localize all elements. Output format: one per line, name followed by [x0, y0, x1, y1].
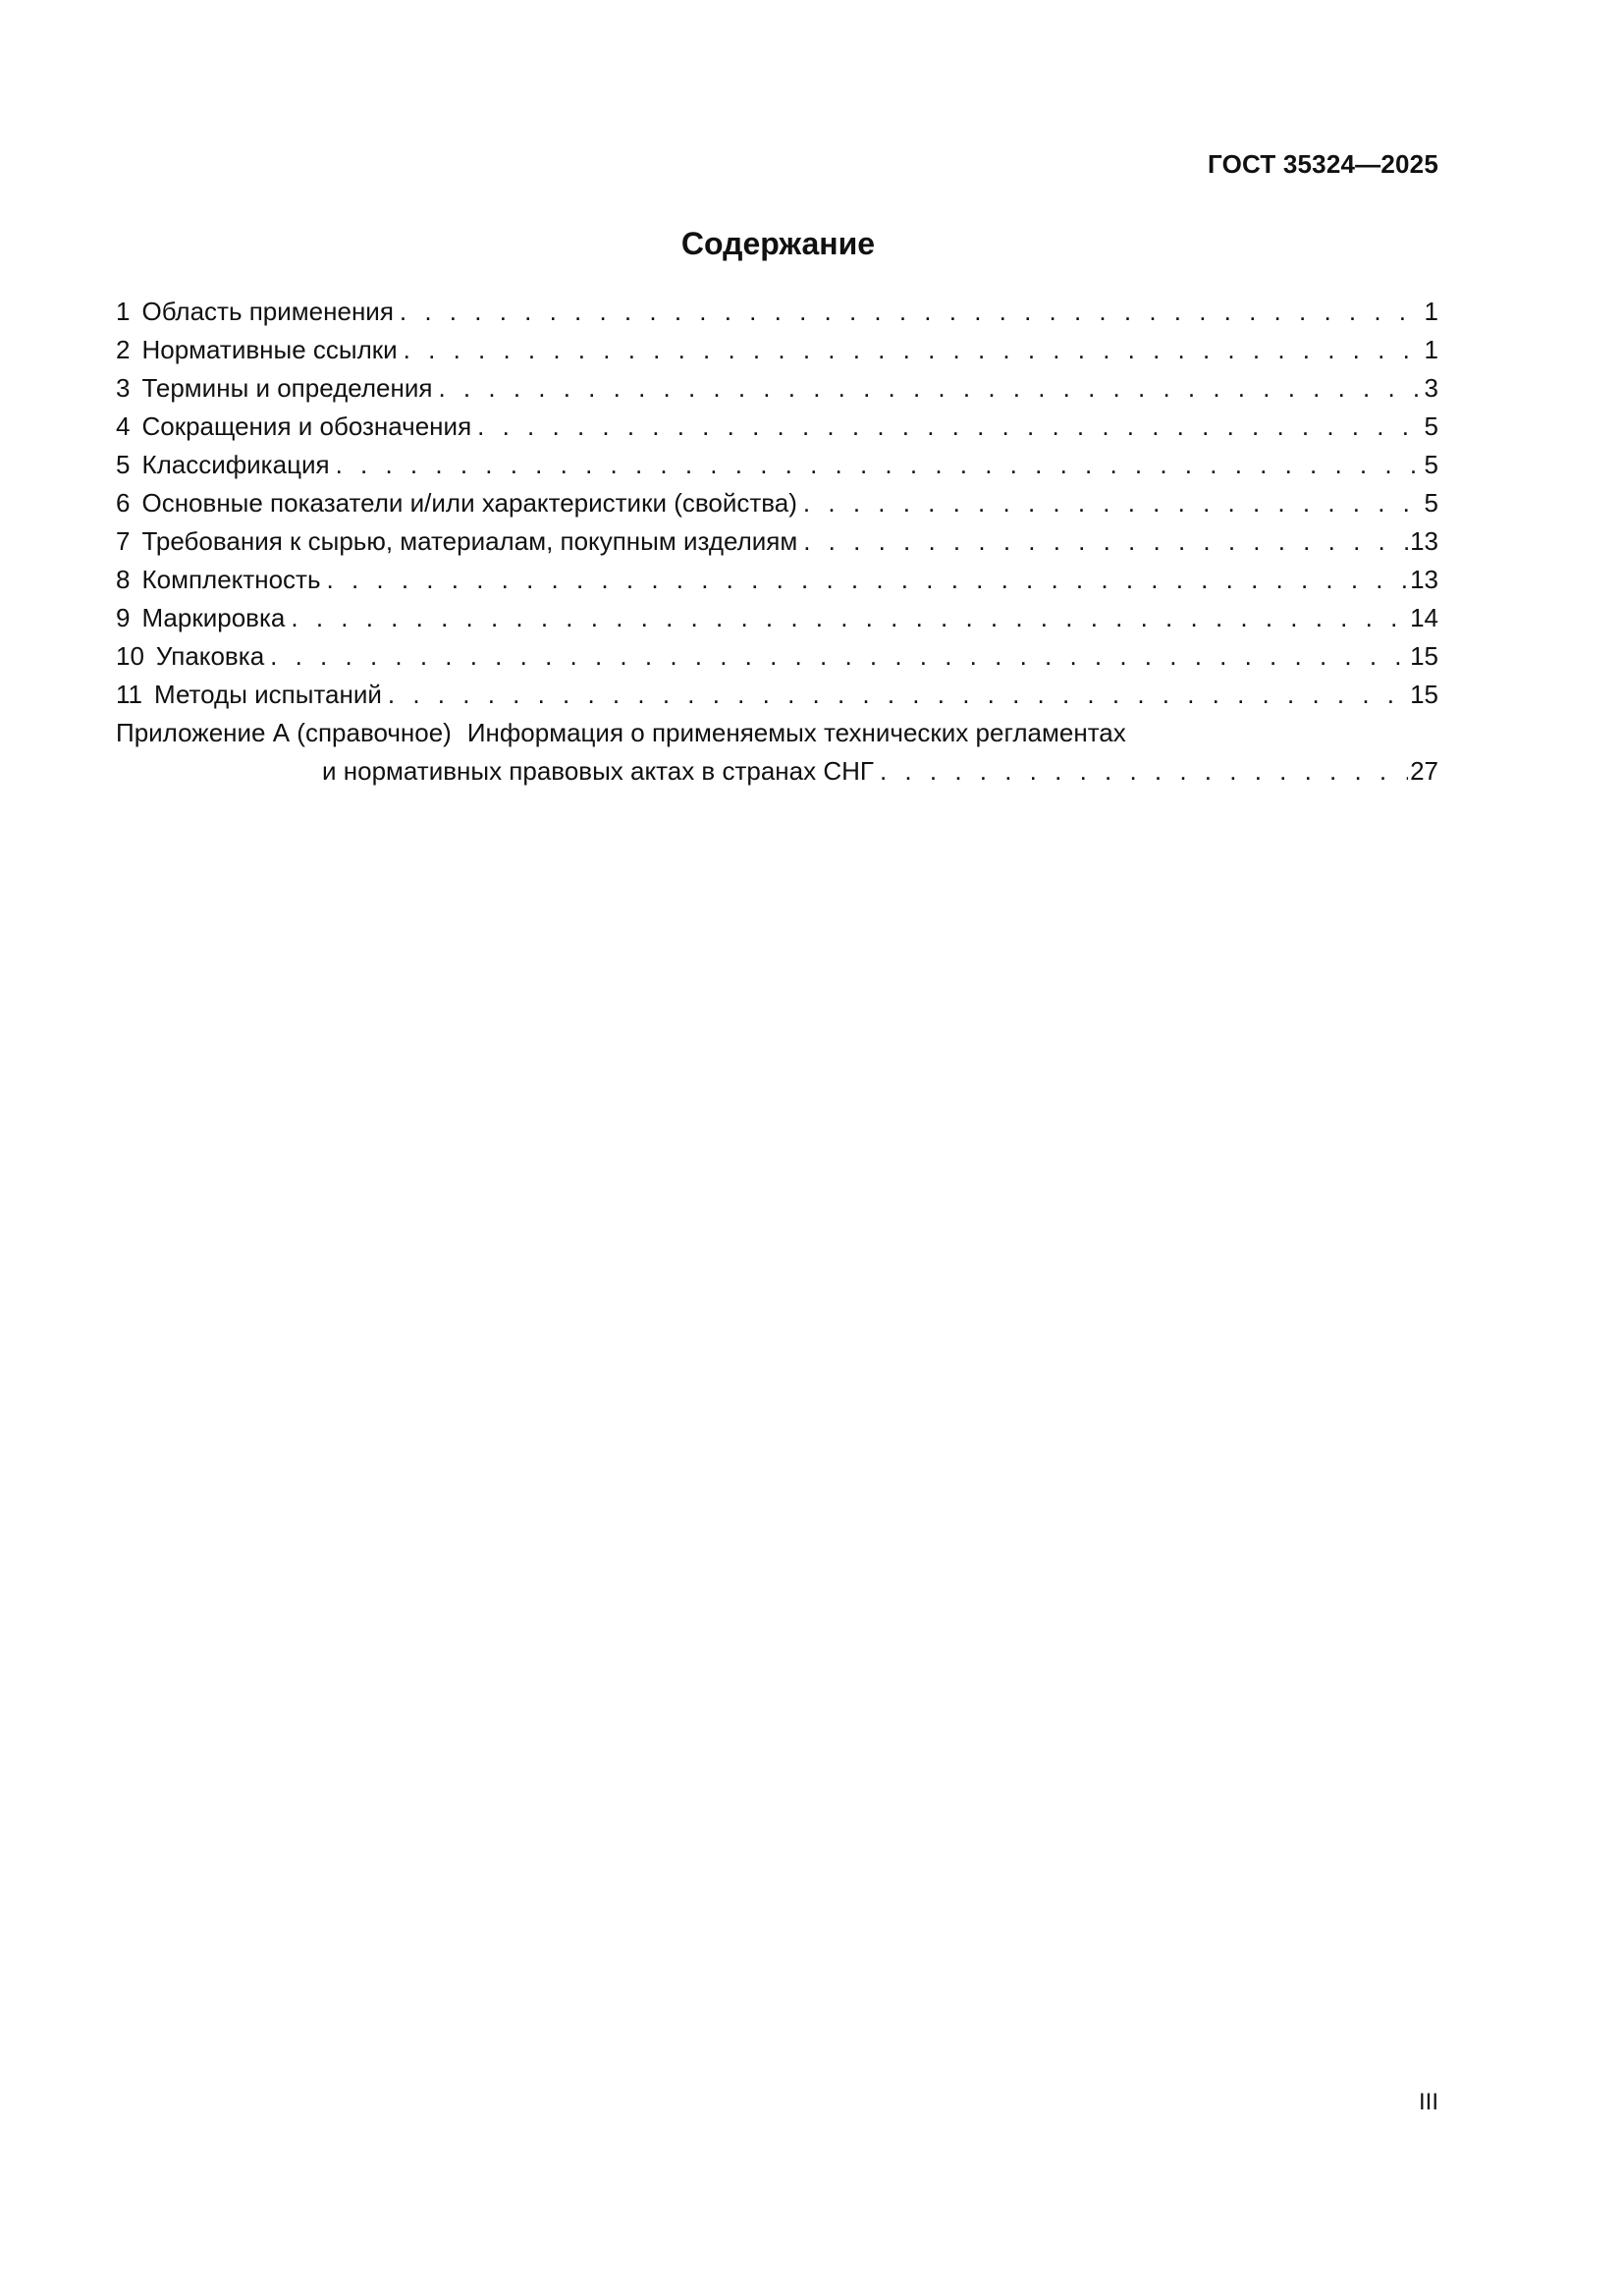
toc-item-number: 7 [116, 526, 131, 556]
toc-item-6[interactable] [116, 484, 1438, 522]
toc-item-page: 15 [1410, 641, 1438, 671]
toc-item-page: 1 [1424, 335, 1438, 364]
toc-item-label: Основные показатели и/или характеристики (свойства) [141, 488, 797, 518]
toc-item-number: 1 [116, 297, 131, 326]
toc-item-number: 9 [116, 603, 131, 632]
toc-leader-dots [270, 637, 1408, 676]
toc-leader-dots [404, 331, 1423, 369]
toc-leader-dots [327, 561, 1409, 599]
toc-item-label: Комплектность [141, 565, 321, 594]
toc-item-number: 10 [116, 641, 144, 671]
toc-leader-dots [400, 293, 1423, 331]
toc-item-8[interactable] [116, 561, 1438, 599]
toc-item-9[interactable] [116, 599, 1438, 637]
toc-item-label: Классификация [141, 450, 330, 479]
toc-leader-dots [803, 484, 1423, 522]
toc-item-1[interactable] [116, 293, 1438, 331]
toc-item-page: 13 [1410, 526, 1438, 556]
toc-item-7[interactable] [116, 522, 1438, 561]
document-code: ГОСТ 35324—2025 [1208, 149, 1438, 179]
toc-leader-dots [336, 446, 1423, 484]
toc-item-page: 13 [1410, 565, 1438, 594]
toc-item-page: 1 [1424, 297, 1438, 326]
annex-title-line-1: Информация о применяемых технических регламентах [466, 718, 1126, 747]
toc-leader-dots [438, 369, 1422, 408]
toc-item-label: Требования к сырью, материалам, покупным изделиям [141, 526, 798, 556]
toc-item-number: 5 [116, 450, 131, 479]
toc-item-page: 5 [1424, 411, 1438, 441]
table-of-contents [116, 293, 1438, 791]
annex-prefix: Приложение А (справочное) [116, 718, 452, 747]
toc-item-number: 3 [116, 373, 131, 403]
toc-leader-dots [803, 522, 1408, 561]
toc-item-10[interactable] [116, 637, 1438, 676]
toc-item-number: 6 [116, 488, 131, 518]
toc-item-annex-a[interactable] [116, 714, 1438, 791]
toc-leader-dots [291, 599, 1408, 637]
toc-item-page: 5 [1424, 450, 1438, 479]
toc-item-label: Область применения [141, 297, 394, 326]
toc-item-label: Термины и определения [141, 373, 433, 403]
toc-item-page: 3 [1424, 373, 1438, 403]
annex-first-line [116, 714, 1438, 752]
toc-item-5[interactable] [116, 446, 1438, 484]
annex-title-line-2: и нормативных правовых актах в странах СНГ [322, 756, 874, 786]
toc-item-number: 2 [116, 335, 131, 364]
annex-second-line [116, 752, 1438, 791]
toc-item-label: Сокращения и обозначения [141, 411, 472, 441]
toc-item-number: 4 [116, 411, 131, 441]
toc-item-number: 11 [116, 680, 142, 709]
page-number: III [1418, 2089, 1438, 2115]
toc-item-11[interactable] [116, 676, 1438, 714]
toc-item-3[interactable] [116, 369, 1438, 408]
toc-item-page: 5 [1424, 488, 1438, 518]
toc-item-page: 14 [1410, 603, 1438, 632]
toc-item-label: Нормативные ссылки [141, 335, 398, 364]
toc-item-number: 8 [116, 565, 131, 594]
toc-item-label: Маркировка [141, 603, 286, 632]
toc-item-2[interactable] [116, 331, 1438, 369]
toc-item-label: Методы испытаний [154, 680, 382, 709]
toc-item-page: 15 [1410, 680, 1438, 709]
toc-leader-dots [880, 752, 1408, 791]
toc-leader-dots [477, 408, 1422, 446]
toc-title: Содержание [680, 226, 876, 261]
annex-page: 27 [1410, 756, 1438, 786]
toc-item-label: Упаковка [155, 641, 265, 671]
toc-leader-dots [388, 676, 1408, 714]
toc-item-4[interactable] [116, 408, 1438, 446]
